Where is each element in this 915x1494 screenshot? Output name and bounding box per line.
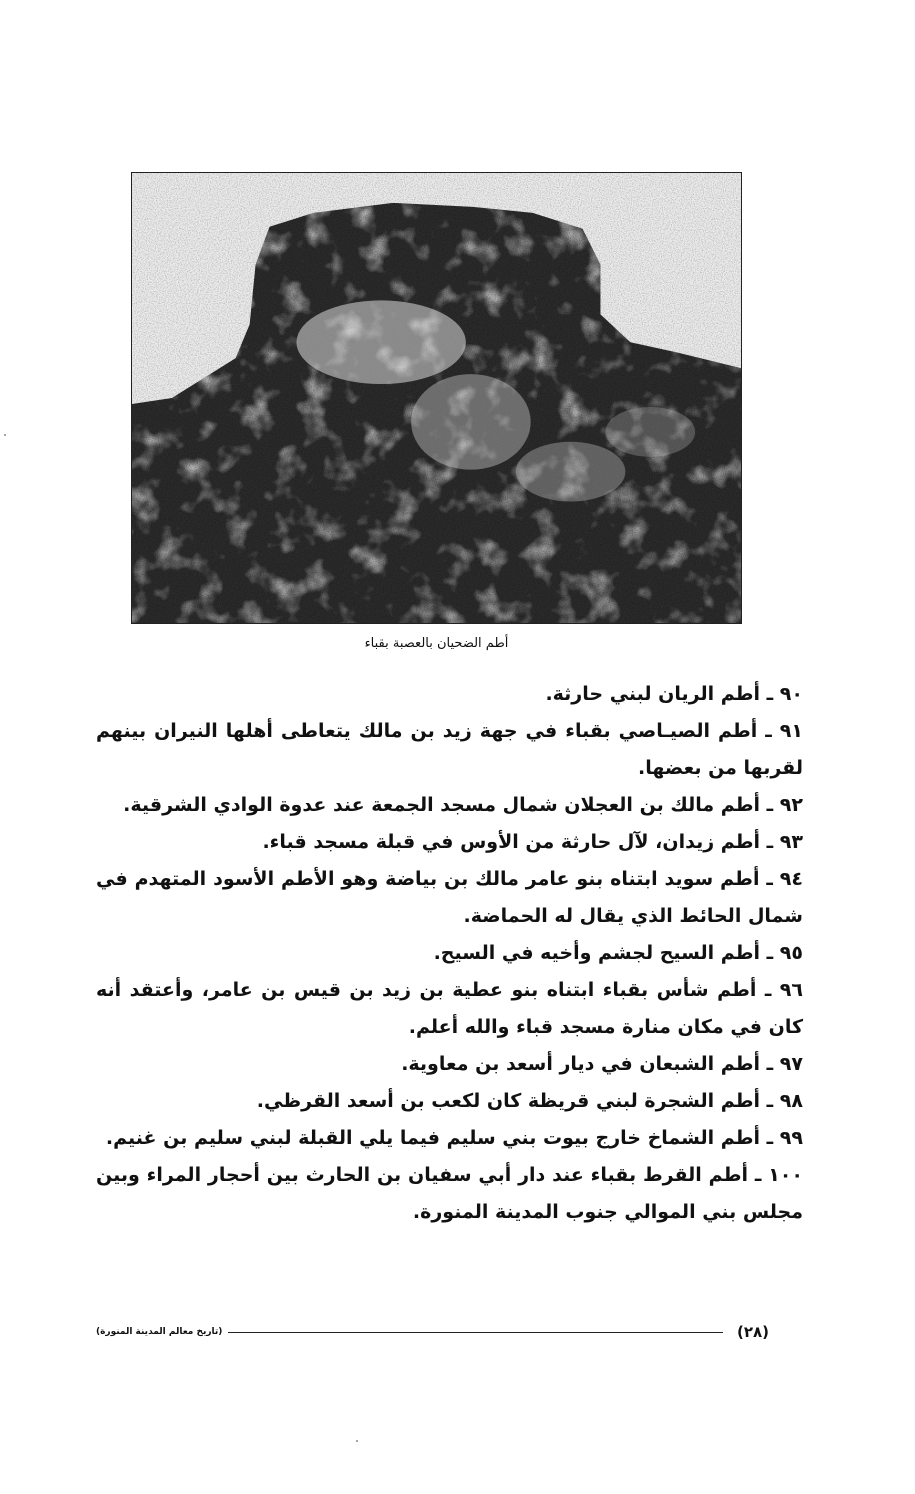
page-number: (٢٨) bbox=[736, 1323, 769, 1341]
page-footer bbox=[96, 1322, 769, 1342]
footer-rule bbox=[228, 1332, 723, 1333]
entries-list bbox=[96, 676, 803, 1231]
entry-number: ٩٨ bbox=[779, 1090, 803, 1112]
list-item: ٩٩ ـ أطم الشماخ خارج بيوت بني سليم فيما يلي القبلة لبني سليم بن غنيم. bbox=[105, 1127, 803, 1149]
list-item: ٩٥ ـ أطم السيح لجشم وأخيه في السيح. bbox=[433, 942, 803, 964]
list-item: ٩٠ ـ أطم الريان لبني حارثة. bbox=[545, 683, 803, 705]
entry-text: أطم مالك بن العجلان شمال مسجد الجمعة عند عدوة الوادي الشرقية. bbox=[123, 794, 761, 816]
list-item: ٩٨ ـ أطم الشجرة لبني قريظة كان لكعب بن أسعد القرظي. bbox=[256, 1090, 803, 1112]
list-item: ١٠٠ ـ أطم القرط بقباء عند دار أبي سفيان بن الحارث بين أحجار المراء وبين مجلس بني الموالي جنوب المدينة المنورة. bbox=[96, 1164, 803, 1223]
scan-speck bbox=[356, 1440, 358, 1442]
entry-text: أطم زيدان، لآل حارثة من الأوس في قبلة مسجد قباء. bbox=[262, 831, 761, 853]
entry-text: أطم سويد ابتناه بنو عامر مالك بن بياضة وهو الأطم الأسود المتهدم في شمال الحائط الذي يقال له الحماضة. bbox=[96, 868, 803, 927]
entry-number: ٩٣ bbox=[779, 831, 803, 853]
entry-number: ٩٤ bbox=[779, 868, 803, 890]
entry-number: ٩٠ bbox=[779, 683, 803, 705]
entry-number: ٩٢ bbox=[779, 794, 803, 816]
entry-text: أطم الشجرة لبني قريظة كان لكعب بن أسعد القرظي. bbox=[256, 1090, 761, 1112]
list-item: ٩٦ ـ أطم شأس بقباء ابتناه بنو عطية بن زيد بن قيس بن عامر، وأعتقد أنه كان في مكان منارة مسجد قباء والله أعلم. bbox=[96, 979, 803, 1038]
entry-text: أطم شأس بقباء ابتناه بنو عطية بن زيد بن قيس بن عامر، وأعتقد أنه كان في مكان منارة مسجد قباء والله أعلم. bbox=[96, 979, 803, 1038]
entry-number: ٩٦ bbox=[779, 979, 803, 1001]
entry-text: أطم الشبعان في ديار أسعد بن معاوية. bbox=[401, 1053, 761, 1075]
photo-atm-aldahyan bbox=[131, 172, 742, 624]
list-item: ٩٧ ـ أطم الشبعان في ديار أسعد بن معاوية. bbox=[401, 1053, 803, 1075]
list-item: ٩١ ـ أطم الصيـاصي بقباء في جهة زيد بن مالك يتعاطى أهلها النيران بينهم لقربها من بعضها. bbox=[96, 720, 803, 779]
list-item: ٩٤ ـ أطم سويد ابتناه بنو عامر مالك بن بياضة وهو الأطم الأسود المتهدم في شمال الحائط الذي يقال له الحماضة. bbox=[96, 868, 803, 927]
list-item: ٩٣ ـ أطم زيدان، لآل حارثة من الأوس في قبلة مسجد قباء. bbox=[262, 831, 803, 853]
entry-number: ٩٩ bbox=[779, 1127, 803, 1149]
entry-text: أطم الشماخ خارج بيوت بني سليم فيما يلي القبلة لبني سليم بن غنيم. bbox=[105, 1127, 761, 1149]
entry-text: أطم الريان لبني حارثة. bbox=[545, 683, 761, 705]
list-item: ٩٢ ـ أطم مالك بن العجلان شمال مسجد الجمعة عند عدوة الوادي الشرقية. bbox=[123, 794, 803, 816]
scan-speck bbox=[4, 434, 6, 436]
book-title: (تاريخ معالم المدينة المنورة) bbox=[96, 1327, 223, 1337]
entry-text: أطم القرط بقباء عند دار أبي سفيان بن الحارث بين أحجار المراء وبين مجلس بني الموالي جنوب المدينة المنورة. bbox=[96, 1164, 803, 1223]
entry-number: ١٠٠ bbox=[768, 1164, 803, 1186]
photo-caption: أطم الضحيان بالعصبة بقباء bbox=[364, 636, 509, 651]
entry-text: أطم الصيـاصي بقباء في جهة زيد بن مالك يتعاطى أهلها النيران بينهم لقربها من بعضها. bbox=[96, 720, 803, 779]
rock-photo-illustration bbox=[132, 173, 741, 623]
entry-text: أطم السيح لجشم وأخيه في السيح. bbox=[433, 942, 761, 964]
entry-number: ٩١ bbox=[779, 720, 803, 742]
entry-number: ٩٥ bbox=[779, 942, 803, 964]
entry-number: ٩٧ bbox=[779, 1053, 803, 1075]
